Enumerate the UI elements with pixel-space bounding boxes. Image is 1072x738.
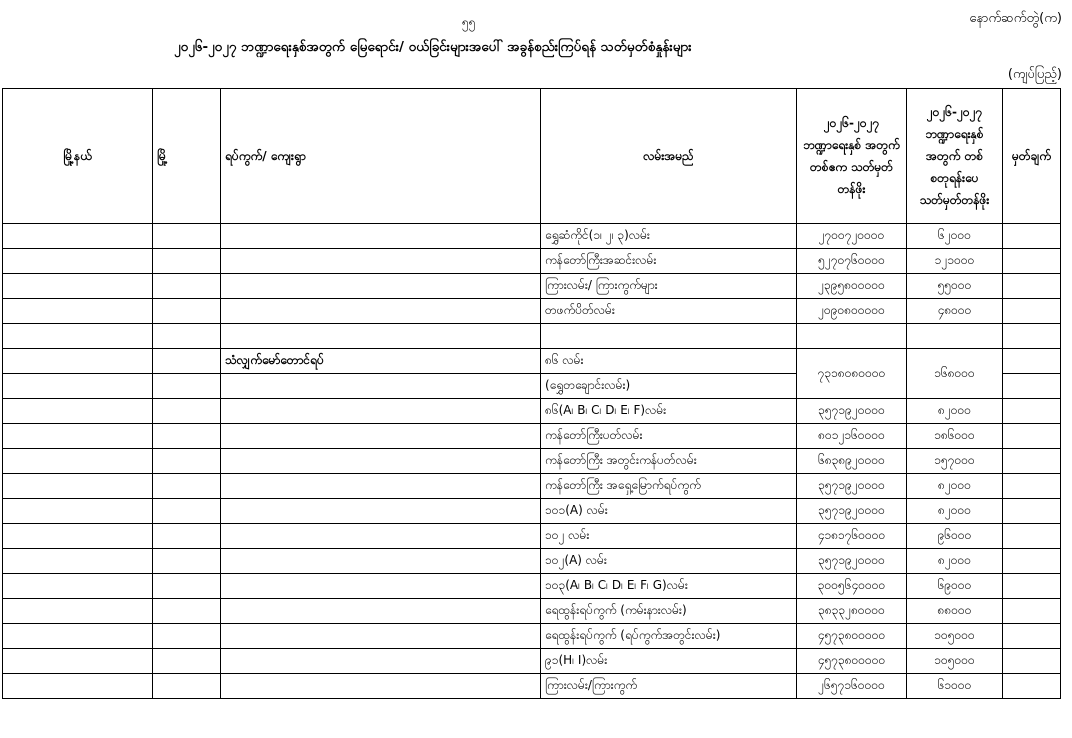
table-row — [3, 424, 1061, 449]
cell-road — [541, 324, 797, 349]
cell-per-acre: ၆၈၃၈၉၂၀၀၀၀ — [797, 449, 907, 474]
cell-ward — [221, 224, 541, 249]
cell-per-acre: ၃၅၇၁၉၂၀၀၀၀ — [797, 499, 907, 524]
cell-per-acre: ၃၅၇၁၉၂၀၀၀၀ — [797, 474, 907, 499]
cell-remark — [1003, 424, 1061, 449]
cell-per-sqft: ၈၂၀၀၀ — [907, 499, 1003, 524]
cell-ward — [221, 274, 541, 299]
cell-town — [153, 249, 221, 274]
cell-per-sqft: ၆၁၀၀၀ — [907, 674, 1003, 699]
header-per-acre: ၂၀၂၆-၂၀၂၇ ဘဏ္ဍာရေးနှစ် အတွက် တစ်ဧက သတ်မှတ်တန်ဖိုး — [797, 89, 907, 224]
cell-per-sqft: ၄၈၀၀၀ — [907, 299, 1003, 324]
cell-town — [153, 449, 221, 474]
table-row — [3, 524, 1061, 549]
cell-district — [3, 574, 153, 599]
cell-per-sqft — [907, 324, 1003, 349]
cell-district — [3, 299, 153, 324]
cell-district — [3, 324, 153, 349]
cell-town — [153, 299, 221, 324]
cell-remark — [1003, 224, 1061, 249]
cell-town — [153, 274, 221, 299]
page-number: ၅၅ — [462, 15, 476, 29]
table-row — [3, 249, 1061, 274]
cell-district — [3, 424, 153, 449]
cell-per-acre: ၈၀၁၂၁၆၀၀၀၀ — [797, 424, 907, 449]
cell-per-sqft: ၈၈၀၀၀ — [907, 599, 1003, 624]
cell-ward: သံလျှက်မော်တောင်ရပ် — [221, 349, 541, 374]
cell-ward — [221, 399, 541, 424]
cell-town — [153, 574, 221, 599]
cell-ward — [221, 574, 541, 599]
cell-remark — [1003, 449, 1061, 474]
cell-per-acre: ၃၈၃၃၂၈၀၀၀၀ — [797, 599, 907, 624]
cell-remark — [1003, 249, 1061, 274]
cell-remark — [1003, 574, 1061, 599]
cell-district — [3, 549, 153, 574]
cell-per-acre — [797, 324, 907, 349]
cell-remark — [1003, 474, 1061, 499]
cell-road: ရေထွန်းရပ်ကွက် (ကမ်းနားလမ်း) — [541, 599, 797, 624]
cell-town — [153, 549, 221, 574]
cell-district — [3, 674, 153, 699]
cell-per-sqft: ၁၆၈၀၀၀ — [907, 349, 1003, 399]
cell-ward — [221, 449, 541, 474]
table-row — [3, 499, 1061, 524]
cell-ward — [221, 599, 541, 624]
cell-ward — [221, 299, 541, 324]
cell-per-acre: ၂၇၀၀၇၂၀၀၀၀ — [797, 224, 907, 249]
header-road: လမ်းအမည် — [541, 89, 797, 224]
cell-district — [3, 224, 153, 249]
cell-road: ၁၀၂ လမ်း — [541, 524, 797, 549]
cell-town — [153, 674, 221, 699]
cell-town — [153, 324, 221, 349]
cell-remark — [1003, 274, 1061, 299]
page-title: ၂၀၂၆-၂၀၂၇ ဘဏ္ဍာရေးနှစ်အတွက် မြေရောင်း/ ဝယ်ခြင်းများအပေါ် အခွန်စည်းကြပ်ရန် သတ်မှတ်စံနှုန်းများ — [174, 39, 692, 55]
cell-remark — [1003, 599, 1061, 624]
cell-per-acre: ၃၅၇၁၉၂၀၀၀၀ — [797, 549, 907, 574]
cell-district — [3, 624, 153, 649]
cell-per-acre: ၂၃၉၅၈၀၀၀၀၀ — [797, 274, 907, 299]
cell-per-acre: ၂၀၉၀၈၀၀၀၀၀ — [797, 299, 907, 324]
table-row — [3, 399, 1061, 424]
cell-road: ကန်တော်ကြီး အရှေ့မြောက်ရပ်ကွက် — [541, 474, 797, 499]
cell-per-acre: ၄၅၇၃၈၀၀၀၀၀ — [797, 649, 907, 674]
cell-per-acre: ၃၀၀၅၆၄၀၀၀၀ — [797, 574, 907, 599]
cell-ward — [221, 374, 541, 399]
cell-road: ရွှေဆံကိုင်(၁၊ ၂၊ ၃)လမ်း — [541, 224, 797, 249]
cell-town — [153, 224, 221, 249]
cell-road: တဖက်ပိတ်လမ်း — [541, 299, 797, 324]
cell-remark — [1003, 549, 1061, 574]
cell-district — [3, 399, 153, 424]
table-row — [3, 549, 1061, 574]
cell-town — [153, 374, 221, 399]
table-row — [3, 674, 1061, 699]
cell-remark — [1003, 374, 1061, 399]
cell-ward — [221, 524, 541, 549]
cell-district — [3, 249, 153, 274]
cell-town — [153, 599, 221, 624]
table-row — [3, 624, 1061, 649]
cell-road: ကန်တော်ကြီးအဆင်းလမ်း — [541, 249, 797, 274]
table-row — [3, 349, 1061, 374]
cell-district — [3, 524, 153, 549]
header-remark: မှတ်ချက် — [1003, 89, 1061, 224]
cell-ward — [221, 249, 541, 274]
cell-town — [153, 524, 221, 549]
cell-road: ၁၀၁(A) လမ်း — [541, 499, 797, 524]
cell-per-sqft: ၁၅၇၀၀၀ — [907, 449, 1003, 474]
table-row — [3, 274, 1061, 299]
cell-per-sqft: ၈၂၀၀၀ — [907, 549, 1003, 574]
cell-remark — [1003, 524, 1061, 549]
cell-district — [3, 449, 153, 474]
cell-road: ၁၀၃(A၊ B၊ C၊ D၊ E၊ F၊ G)လမ်း — [541, 574, 797, 599]
cell-per-sqft: ၆၂၀၀၀ — [907, 224, 1003, 249]
table-row-empty — [3, 324, 1061, 349]
cell-town — [153, 349, 221, 374]
cell-per-sqft: ၆၉၀၀၀ — [907, 574, 1003, 599]
table-row — [3, 474, 1061, 499]
cell-town — [153, 399, 221, 424]
cell-town — [153, 474, 221, 499]
cell-per-acre: ၄၁၈၁၇၆၀၀၀၀ — [797, 524, 907, 549]
cell-per-sqft: ၈၂၀၀၀ — [907, 474, 1003, 499]
table-row — [3, 649, 1061, 674]
cell-remark — [1003, 674, 1061, 699]
cell-ward — [221, 674, 541, 699]
cell-ward — [221, 324, 541, 349]
cell-district — [3, 374, 153, 399]
cell-road: (ရွှေတချောင်းလမ်း) — [541, 374, 797, 399]
cell-per-acre: ၃၅၇၁၉၂၀၀၀၀ — [797, 399, 907, 424]
cell-town — [153, 649, 221, 674]
cell-per-acre: ၂၆၅၇၁၆၀၀၀၀ — [797, 674, 907, 699]
cell-per-sqft: ၁၈၆၀၀၀ — [907, 424, 1003, 449]
table-row — [3, 449, 1061, 474]
cell-district — [3, 274, 153, 299]
cell-district — [3, 649, 153, 674]
cell-per-sqft: ၈၂၀၀၀ — [907, 399, 1003, 424]
cell-district — [3, 349, 153, 374]
cell-town — [153, 499, 221, 524]
cell-per-sqft: ၉၆၀၀၀ — [907, 524, 1003, 549]
cell-town — [153, 424, 221, 449]
cell-remark — [1003, 299, 1061, 324]
cell-road: ၈၆ လမ်း — [541, 349, 797, 374]
cell-ward — [221, 424, 541, 449]
cell-ward — [221, 649, 541, 674]
cell-district — [3, 499, 153, 524]
cell-remark — [1003, 499, 1061, 524]
cell-remark — [1003, 324, 1061, 349]
annex-label: နောက်ဆက်တွဲ(က) — [969, 11, 1062, 26]
header-town: မြို့ — [153, 89, 221, 224]
cell-ward — [221, 549, 541, 574]
cell-town — [153, 624, 221, 649]
cell-road: ၈၆(A၊ B၊ C၊ D၊ E၊ F)လမ်း — [541, 399, 797, 424]
header-per-sqft: ၂၀၂၆-၂၀၂၇ ဘဏ္ဍာရေးနှစ် အတွက် တစ်စတုရန်းပေ သတ်မှတ်တန်ဖိုး — [907, 89, 1003, 224]
header-row — [3, 89, 1061, 224]
header-district: မြို့နယ် — [3, 89, 153, 224]
table-row — [3, 599, 1061, 624]
cell-ward — [221, 474, 541, 499]
cell-road: ကြားလမ်း/ကြားကွက် — [541, 674, 797, 699]
cell-remark — [1003, 649, 1061, 674]
cell-road: ရေထွန်းရပ်ကွက် (ရပ်ကွက်အတွင်းလမ်း) — [541, 624, 797, 649]
cell-remark — [1003, 349, 1061, 374]
header-ward: ရပ်ကွက်/ ကျေးရွာ — [221, 89, 541, 224]
cell-road: ကြားလမ်း/ ကြားကွက်များ — [541, 274, 797, 299]
cell-per-sqft: ၅၅၀၀၀ — [907, 274, 1003, 299]
cell-per-sqft: ၁၀၅၀၀၀ — [907, 649, 1003, 674]
table-row — [3, 574, 1061, 599]
cell-remark — [1003, 399, 1061, 424]
cell-district — [3, 599, 153, 624]
cell-road: ကန်တော်ကြီးပတ်လမ်း — [541, 424, 797, 449]
cell-ward — [221, 499, 541, 524]
cell-per-acre: ၇၃၁၈၀၈၀၀၀၀ — [797, 349, 907, 399]
cell-remark — [1003, 624, 1061, 649]
cell-road: ၁၀၂(A) လမ်း — [541, 549, 797, 574]
cell-ward — [221, 624, 541, 649]
cell-per-sqft: ၁၂၁၀၀၀ — [907, 249, 1003, 274]
table-row — [3, 224, 1061, 249]
cell-road: ၉၁(H၊ I)လမ်း — [541, 649, 797, 674]
cell-per-acre: ၅၂၇၀၇၆၀၀၀၀ — [797, 249, 907, 274]
table-row — [3, 299, 1061, 324]
cell-per-sqft: ၁၀၅၀၀၀ — [907, 624, 1003, 649]
cell-road: ကန်တော်ကြီး အတွင်းကန်ပတ်လမ်း — [541, 449, 797, 474]
valuation-table — [2, 88, 1061, 699]
unit-label: (ကျပ်ပြည့်) — [1007, 67, 1062, 82]
cell-per-acre: ၄၅၇၃၈၀၀၀၀၀ — [797, 624, 907, 649]
cell-district — [3, 474, 153, 499]
